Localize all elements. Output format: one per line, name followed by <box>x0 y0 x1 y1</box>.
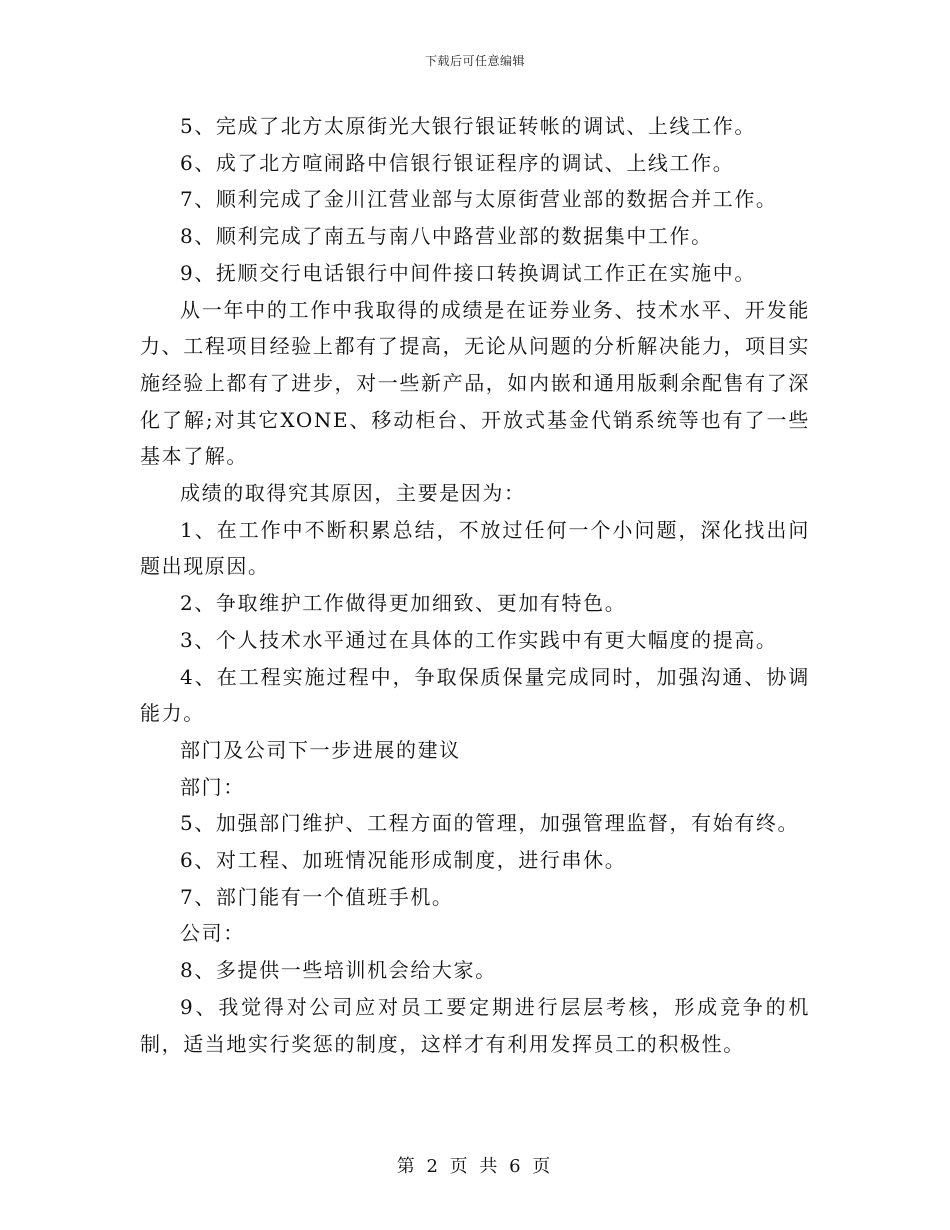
section-heading: 部门及公司下一步进展的建议 <box>180 737 461 762</box>
paragraph: 9、我觉得对公司应对员工要定期进行层层考核，形成竞争的机制，适当地实行奖惩的制度，这样才有利用发挥员工的积极性。 <box>140 994 810 1056</box>
paragraph: 9、抚顺交行电话银行中间件接口转换调试工作正在实施中。 <box>180 260 756 285</box>
subheading-company: 公司： <box>180 921 245 946</box>
paragraph: 7、顺利完成了金川江营业部与太原街营业部的数据合并工作。 <box>180 187 778 212</box>
paragraph: 6、成了北方喧闹路中信银行银证程序的调试、上线工作。 <box>180 150 735 175</box>
paragraph: 2、争取维护工作做得更加细致、更加有特色。 <box>180 591 627 616</box>
paragraph: 5、加强部门维护、工程方面的管理，加强管理监督，有始有终。 <box>180 811 800 836</box>
paragraph: 8、顺利完成了南五与南八中路营业部的数据集中工作。 <box>180 224 713 249</box>
paragraph: 4、在工程实施过程中，争取保质保量完成同时，加强沟通、协调能力。 <box>140 664 810 726</box>
page-number: 第 2 页 共 6 页 <box>396 1156 554 1177</box>
paragraph: 8、多提供一些培训机会给大家。 <box>180 958 497 983</box>
document-body <box>140 108 810 1062</box>
paragraph: 成绩的取得究其原因，主要是因为： <box>180 481 526 506</box>
paragraph: 7、部门能有一个值班手机。 <box>180 884 454 909</box>
paragraph: 3、个人技术水平通过在具体的工作实践中有更大幅度的提高。 <box>180 627 778 652</box>
page-header-note: 下载后可任意编辑 <box>424 54 525 68</box>
paragraph: 5、完成了北方太原街光大银行银证转帐的调试、上线工作。 <box>180 114 756 138</box>
paragraph: 从一年中的工作中我取得的成绩是在证券业务、技术水平、开发能力、工程项目经验上都有了提高，无论从问题的分析解决能力，项目实施经验上都有了进步，对一些新产品，如内嵌和通用版剩余配售有了深化了解;对其它XONE、移动柜台、开放式基金代销系统等也有了一些基本了解。 <box>140 297 810 469</box>
subheading-department: 部门： <box>180 774 245 799</box>
paragraph: 1、在工作中不断积累总结，不放过任何一个小问题，深化找出问题出现原因。 <box>140 517 810 579</box>
paragraph: 6、对工程、加班情况能形成制度，进行串休。 <box>180 848 627 873</box>
